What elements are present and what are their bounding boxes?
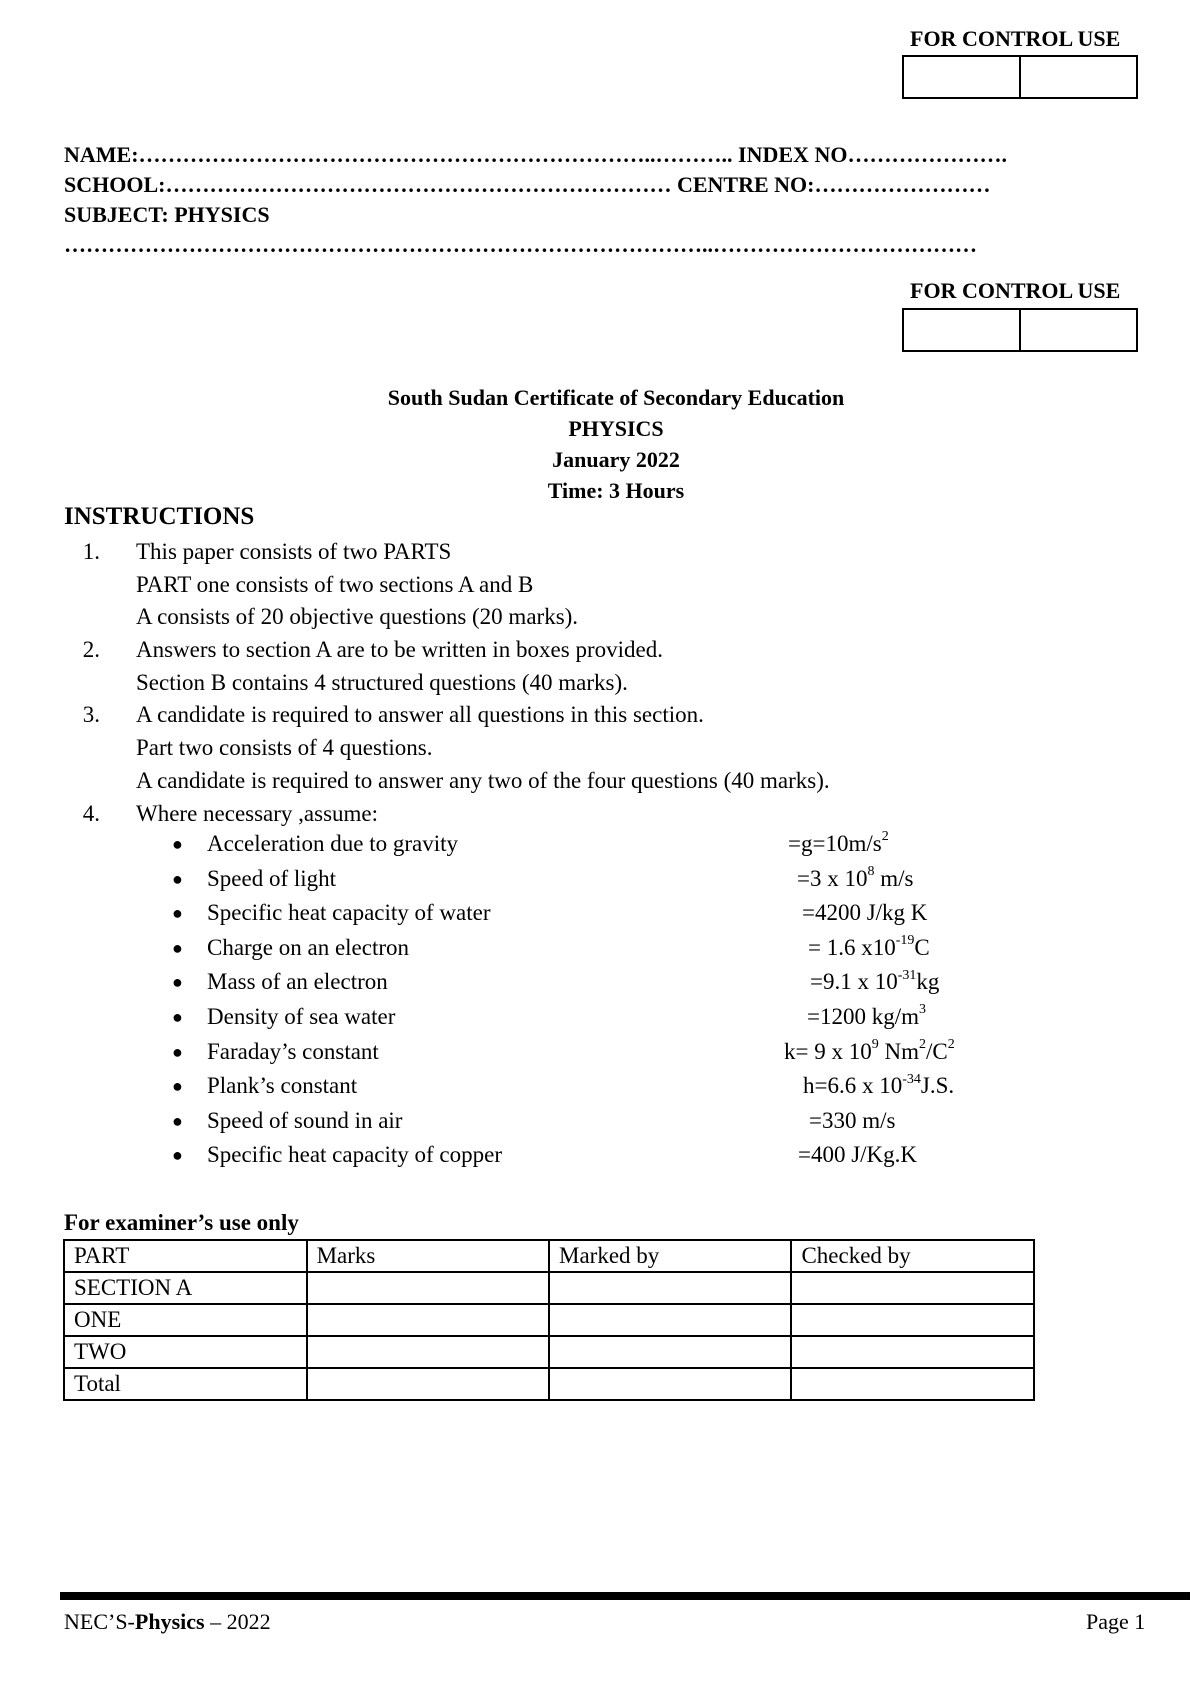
instruction-line: A consists of 20 objective questions (20 marks).: [136, 604, 579, 630]
subject-line: SUBJECT: PHYSICS: [64, 202, 270, 227]
bullet-icon: ●: [172, 868, 183, 889]
constant-value: =3 x $10^8$ m/s: [797, 863, 914, 891]
constant-item: ● Plank’s constant h=6.6 x $10^{-34}J.S$.: [172, 1071, 1072, 1106]
bullet-icon: ●: [172, 1076, 183, 1097]
table-cell[interactable]: [307, 1368, 549, 1400]
examiner-title: For examiner’s use only: [64, 1210, 299, 1235]
constants-list: [172, 829, 1072, 1175]
table-cell: TWO: [64, 1336, 307, 1368]
table-header-cell: Marked by: [549, 1240, 791, 1272]
constant-value: h=6.6 x $10^{-34}J.S$.: [803, 1071, 955, 1099]
table-cell[interactable]: [307, 1304, 549, 1336]
title-block: [0, 382, 1200, 506]
school-centre-line: SCHOOL:…………………………………………………………… CENTRE NO:……………………: [64, 172, 991, 197]
constant-item: ● Mass of an electron =9.1 x $10^{-31}kg$: [172, 967, 1072, 1002]
name-index-line: NAME:……………………………………………………………..……….. INDEX NO………………….: [64, 142, 1007, 167]
dotted-line: ……………………………………………………………………………..………………………………: [64, 232, 977, 257]
exam-date: January 2022: [552, 447, 680, 472]
constant-item: ● Speed of light =3 x $10^8$ m/s: [172, 864, 1072, 899]
table-header-cell: Marks: [307, 1240, 549, 1272]
instruction-line: 3. A candidate is required to answer all questions in this section.: [82, 702, 704, 728]
table-cell[interactable]: [307, 1272, 549, 1304]
constant-item: ● Acceleration due to gravity $=g=10m/s^2$: [172, 829, 1072, 864]
control-use-boxes-top: [902, 55, 1138, 99]
bullet-icon: ●: [172, 1110, 183, 1131]
bullet-icon: ●: [172, 1145, 183, 1166]
bullet-icon: ●: [172, 1041, 183, 1062]
constant-value: =330 m/s: [809, 1107, 896, 1133]
control-use-boxes-bottom: [902, 308, 1138, 352]
table-cell: ONE: [64, 1304, 307, 1336]
instruction-line: 2. Answers to section A are to be written in boxes provided.: [82, 637, 663, 663]
control-box[interactable]: [1019, 55, 1138, 99]
instruction-line: Section B contains 4 structured questions (40 marks).: [136, 669, 628, 695]
constant-item: ● Charge on an electron = 1.6 $x10^{-19}C$: [172, 933, 1072, 968]
control-box[interactable]: [902, 308, 1021, 352]
constant-item: ● Specific heat capacity of water =4200 J/kg K: [172, 898, 1072, 933]
table-cell[interactable]: [791, 1304, 1034, 1336]
bullet-icon: ●: [172, 834, 183, 854]
page-number: Page 1: [1086, 1609, 1146, 1634]
constant-value: $=g=10m/s^2$: [788, 829, 889, 856]
table-cell[interactable]: [791, 1336, 1034, 1368]
constant-value: k= 9 x $10^9$ $Nm^2/C^2$: [784, 1036, 955, 1064]
control-use-label-top: FOR CONTROL USE: [910, 26, 1121, 51]
bullet-icon: ●: [172, 972, 183, 993]
table-cell: SECTION A: [64, 1272, 307, 1304]
examiner-table: [63, 1239, 1035, 1401]
table-cell[interactable]: [549, 1272, 791, 1304]
table-header-row: [64, 1240, 1034, 1272]
table-cell[interactable]: [791, 1368, 1034, 1400]
constant-item: ● Speed of sound in air =330 m/s: [172, 1106, 1072, 1141]
control-box[interactable]: [1019, 308, 1138, 352]
instruction-line: Part two consists of 4 questions.: [136, 735, 433, 761]
exam-time: Time: 3 Hours: [547, 478, 685, 503]
instructions-list: [64, 536, 1164, 830]
table-cell: Total: [64, 1368, 307, 1400]
instruction-line: A candidate is required to answer any two of the four questions (40 marks).: [136, 767, 830, 793]
table-row: [64, 1336, 1034, 1368]
table-header-cell: PART: [64, 1240, 307, 1272]
constant-item: ● Faraday’s constant k= 9 x $10^9$ $Nm^2/C^2$: [172, 1037, 1072, 1072]
bullet-icon: ●: [172, 937, 183, 958]
table-cell[interactable]: [549, 1368, 791, 1400]
table-cell[interactable]: [549, 1336, 791, 1368]
table-header-cell: Checked by: [791, 1240, 1034, 1272]
control-box[interactable]: [902, 55, 1021, 99]
constant-value: =9.1 x $10^{-31}kg$: [810, 967, 940, 995]
table-cell[interactable]: [791, 1272, 1034, 1304]
instruction-line: 4. Where necessary ,assume:: [82, 800, 379, 826]
constant-value: =400 J/Kg.K: [798, 1142, 918, 1168]
table-row: [64, 1304, 1034, 1336]
instructions-heading: INSTRUCTIONS: [64, 503, 255, 530]
instruction-line: 1. This paper consists of two PARTS: [82, 539, 452, 564]
constant-value: =4200 J/kg K: [802, 900, 928, 926]
bullet-icon: ●: [172, 903, 183, 924]
footer-divider: [60, 1592, 1190, 1600]
constant-item: ● Specific heat capacity of copper =400 J/Kg.K: [172, 1140, 1072, 1175]
control-use-label-bottom: FOR CONTROL USE: [910, 278, 1121, 303]
bullet-icon: ●: [172, 1006, 183, 1027]
certificate-title: South Sudan Certificate of Secondary Education: [387, 385, 845, 410]
instruction-line: PART one consists of two sections A and B: [136, 571, 534, 597]
footer-title: NEC’S-Physics – 2022: [64, 1609, 271, 1634]
constant-value: =1200 $kg/m^3$: [807, 1002, 927, 1029]
constant-item: ● Density of sea water =1200 $kg/m^3$: [172, 1002, 1072, 1037]
table-cell[interactable]: [549, 1304, 791, 1336]
table-row: [64, 1272, 1034, 1304]
table-cell[interactable]: [307, 1336, 549, 1368]
constant-value: = 1.6 $x10^{-19}C$: [808, 933, 930, 960]
subject-title: PHYSICS: [568, 416, 664, 441]
table-row: [64, 1368, 1034, 1400]
